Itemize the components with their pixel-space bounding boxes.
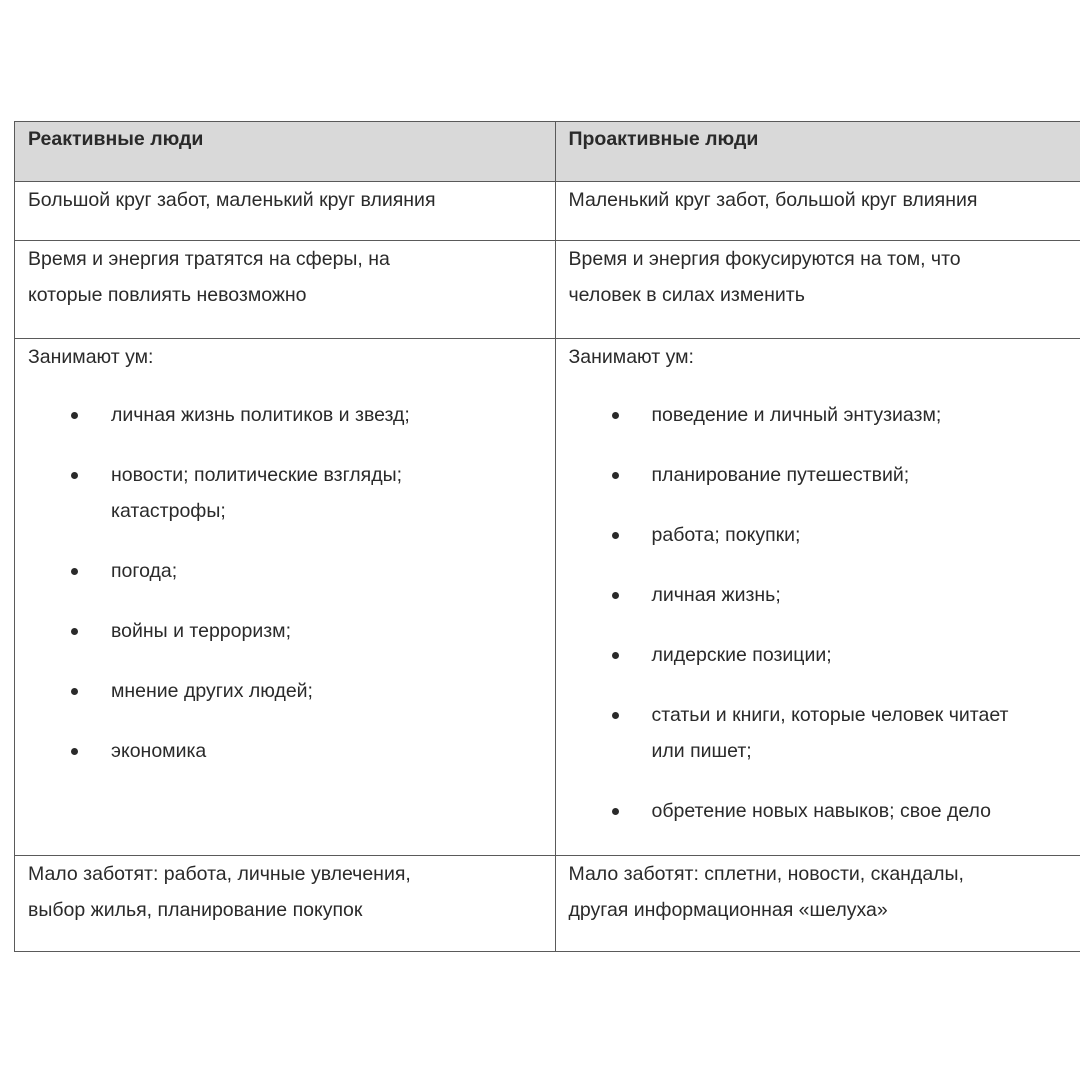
- bullet-icon: [612, 712, 619, 719]
- bullet-icon: [71, 568, 78, 575]
- list-item-text: или пишет;: [651, 740, 752, 762]
- list-item-text: погода;: [111, 560, 178, 582]
- cell-title: Занимают ум:: [28, 346, 154, 368]
- cell-line: Мало заботят: работа, личные увлечения,: [28, 863, 411, 885]
- list-item-text: обретение новых навыков; свое дело: [651, 800, 991, 822]
- bullet-icon: [71, 412, 78, 419]
- cell-line: Время и энергия тратятся на сферы, на: [28, 248, 390, 270]
- table-row: [15, 241, 1080, 339]
- header-reactive-label: Реактивные люди: [28, 128, 204, 150]
- list-item-text: лидерские позиции;: [651, 644, 832, 666]
- list-item-text: поведение и личный энтузиазм;: [651, 404, 942, 426]
- cell-reactive-mind: [15, 339, 556, 855]
- bullet-list: [28, 397, 543, 769]
- list-item: [28, 397, 543, 433]
- cell-proactive-least: [556, 856, 1080, 951]
- list-item: [569, 697, 1069, 769]
- header-proactive-label: Проактивные люди: [568, 128, 759, 150]
- list-item: [569, 793, 1069, 829]
- cell-line: выбор жилья, планирование покупок: [28, 899, 363, 921]
- list-item: [569, 517, 1069, 553]
- cell-proactive-energy: [556, 241, 1080, 338]
- list-item-text: войны и терроризм;: [111, 620, 291, 642]
- cell-proactive-mind: [556, 339, 1080, 855]
- list-item: [569, 577, 1069, 613]
- bullet-icon: [71, 748, 78, 755]
- cell-line: Время и энергия фокусируются на том, что: [568, 248, 961, 270]
- cell-reactive-least: [15, 856, 556, 951]
- table-row: [15, 339, 1080, 856]
- list-item: [28, 553, 543, 589]
- list-item-text: катастрофы;: [111, 500, 226, 522]
- bullet-icon: [71, 628, 78, 635]
- list-item-text: мнение других людей;: [111, 680, 313, 702]
- table-row: [15, 182, 1080, 241]
- cell-text: Большой круг забот, маленький круг влияния: [28, 189, 436, 211]
- list-item-text: работа; покупки;: [651, 524, 801, 546]
- cell-title: Занимают ум:: [568, 346, 694, 368]
- list-item-text: экономика: [111, 740, 207, 762]
- cell-reactive-energy: [15, 241, 556, 338]
- bullet-icon: [612, 592, 619, 599]
- list-item: [28, 673, 543, 709]
- bullet-icon: [612, 412, 619, 419]
- list-item: [28, 457, 543, 529]
- cell-line: которые повлиять невозможно: [28, 284, 307, 306]
- cell-line: другая информационная «шелуха»: [568, 899, 888, 921]
- table-header-row: [15, 122, 1080, 182]
- bullet-list: [569, 397, 1069, 829]
- list-item-text: новости; политические взгляды;: [111, 464, 403, 486]
- cell-reactive-circle: [15, 182, 556, 240]
- list-item: [28, 733, 543, 769]
- list-item: [569, 457, 1069, 493]
- bullet-icon: [612, 472, 619, 479]
- cell-text: Маленький круг забот, большой круг влияния: [568, 189, 978, 211]
- list-item: [28, 613, 543, 649]
- list-item-text: статьи и книги, которые человек читает: [651, 704, 1009, 726]
- header-reactive: [15, 122, 556, 181]
- list-item-text: личная жизнь;: [651, 584, 781, 606]
- bullet-icon: [612, 652, 619, 659]
- bullet-icon: [612, 532, 619, 539]
- list-item: [569, 397, 1069, 433]
- bullet-icon: [71, 472, 78, 479]
- list-item: [569, 637, 1069, 673]
- comparison-table: [14, 121, 1080, 952]
- cell-line: Мало заботят: сплетни, новости, скандалы,: [568, 863, 964, 885]
- bullet-icon: [71, 688, 78, 695]
- header-proactive: [556, 122, 1080, 181]
- cell-line: человек в силах изменить: [568, 284, 805, 306]
- bullet-icon: [612, 808, 619, 815]
- list-item-text: личная жизнь политиков и звезд;: [111, 404, 410, 426]
- list-item-text: планирование путешествий;: [651, 464, 910, 486]
- cell-proactive-circle: [556, 182, 1080, 240]
- table-row: [15, 856, 1080, 952]
